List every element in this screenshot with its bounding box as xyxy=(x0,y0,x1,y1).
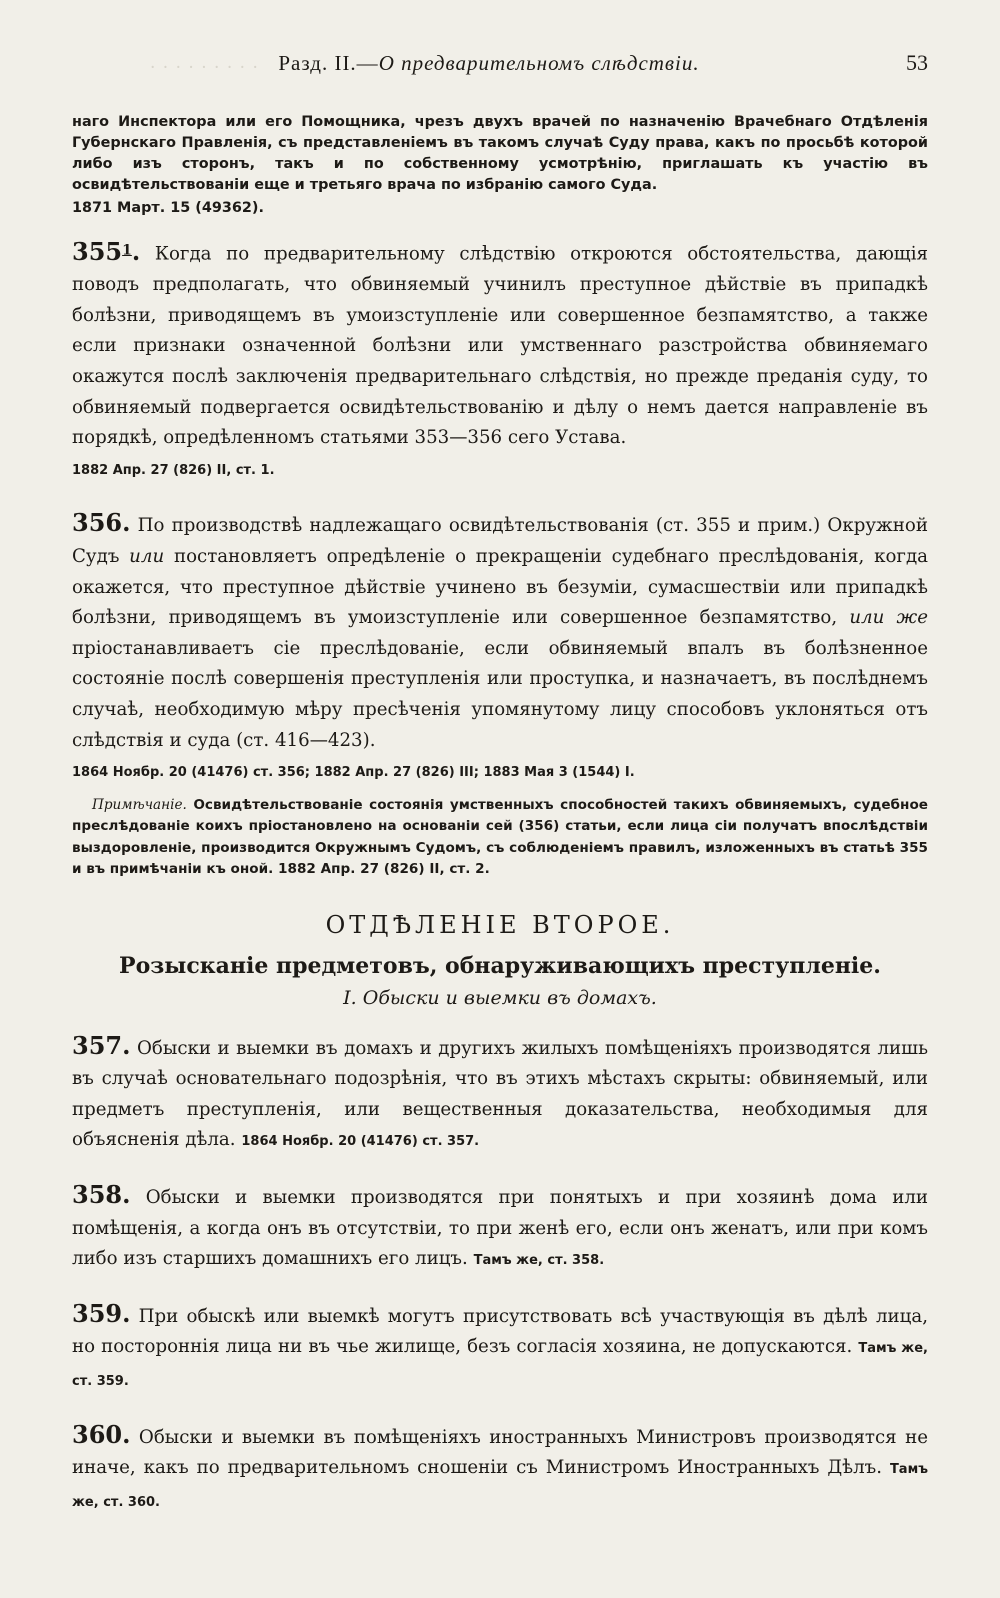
intro-paragraph xyxy=(72,112,928,219)
article-text: Обыски и выемки въ домахъ и другихъ жилыхъ помѣщеніяхъ производятся лишь въ случаѣ основательнаго подозрѣнія, что въ этихъ мѣстахъ скрыты: обвиняемый, или предметъ преступленія, или вещественныя доказательства, необходимыя для объясненія дѣла. xyxy=(72,1037,928,1151)
article-number: 358. xyxy=(72,1180,131,1210)
intro-ref: 1871 Март. 15 (49362). xyxy=(72,200,264,216)
article-text: Когда по предварительному слѣдствію откроются обстоятельства, дающія поводъ предполагать, что обвиняемый учинилъ преступное дѣйствіе въ припадкѣ болѣзни, приводящемъ въ умоизступленіе или совершенное безпамятство, а также если признаки означенной болѣзни или умственнаго разстройства обвиняемаго окажутся послѣ заключенія предварительнаго слѣдствія, но прежде преданія суду, то обвиняемый подвергается освидѣтельствованію и дѣлу о немъ дается направленіе въ порядкѣ, опредѣленномъ статьями 353—356 сего Устава. xyxy=(72,243,928,449)
article-ref: Тамъ же, ст. 358. xyxy=(473,1253,605,1269)
bleed-through-text: · · · · · · · · · xyxy=(150,58,259,78)
note-text: Освидѣтельствованіе состоянія умственныхъ способностей такихъ обвиняемыхъ, судебное преслѣдованіе коихъ пріостановлено на основаніи сей (356) статьи, если лица сіи получатъ впослѣдствіи выздоровленіе, производится Окружнымъ Судомъ, съ соблюденіемъ правилъ, изложенныхъ въ статьѣ 355 и въ примѣчаніи къ оной. 1882 Апр. 27 (826) II, ст. 2. xyxy=(72,796,928,878)
article-357 xyxy=(72,1031,928,1158)
article-358 xyxy=(72,1180,928,1277)
article-text: Обыски и выемки въ помѣщеніяхъ иностранныхъ Министровъ производятся не иначе, какъ по предварительномъ сношеніи съ Министромъ Иностранныхъ Дѣлъ. xyxy=(72,1426,928,1479)
article-italic-b: или же xyxy=(849,607,928,629)
article-ref: 1882 Апр. 27 (826) II, ст. 1. xyxy=(72,462,275,478)
article-text: Обыски и выемки производятся при понятыхъ и при хозяинѣ дома или помѣщенія, а когда онъ въ отсутствіи, то при женѣ его, если онъ женатъ, или при комъ либо изъ старшихъ домашнихъ его лицъ. xyxy=(72,1187,928,1270)
article-ref: Тамъ же, ст. 359. xyxy=(72,1341,928,1390)
article-355-1 xyxy=(72,235,928,486)
article-ref: 1864 Ноябр. 20 (41476) ст. 356; 1882 Апр. 27 (826) III; 1883 Мая 3 (1544) I. xyxy=(72,765,635,781)
note-label: Примѣчаніе. xyxy=(92,796,187,813)
running-head-title xyxy=(72,51,906,76)
chapter-heading: I. Обыски и выемки въ домахъ. xyxy=(343,986,657,1009)
article-356 xyxy=(72,508,928,788)
section-heading: ОТДѢЛЕНІЕ ВТОРОЕ. xyxy=(325,910,675,939)
article-number: 360. xyxy=(72,1419,131,1449)
note-356 xyxy=(72,795,928,881)
article-text-a: По производствѣ надлежащаго освидѣтельствованія (ст. 355 и прим.) Окружной Судъ xyxy=(72,515,928,567)
running-head-prefix: Разд. II.— xyxy=(278,51,379,75)
section-subtitle: Розысканіе предметовъ, обнаруживающихъ преступленіе. xyxy=(119,952,881,979)
page-number: 53 xyxy=(906,50,928,75)
article-number: 357. xyxy=(72,1030,131,1060)
article-number: 359. xyxy=(72,1298,131,1328)
intro-text: наго Инспектора или его Помощника, чрезъ двухъ врачей по назначенію Врачебнаго Отдѣленія Губернскаго Правленія, съ представленіемъ въ такомъ случаѣ Суду права, какъ по просьбѣ которой либо изъ сторонъ, такъ и по собственному усмотрѣнію, приглашать къ участію въ освидѣтельствованіи еще и третьяго врача по избранію самого Суда. xyxy=(72,114,928,193)
article-359 xyxy=(72,1299,928,1398)
page-body xyxy=(72,112,928,1518)
article-number: 356. xyxy=(72,508,131,538)
article-number-sup: 1 xyxy=(122,242,132,258)
article-text: При обыскѣ или выемкѣ могутъ присутствовать всѣ участвующія въ дѣлѣ лица, но постороннія лица ни въ чье жилище, безъ согласія хозяина, не допускаются. xyxy=(72,1305,928,1358)
running-head-italic: О предварительномъ слѣдствіи. xyxy=(378,51,700,75)
article-text-b: постановляетъ опредѣленіе о прекращеніи судебнаго преслѣдованія, когда окажется, что преступное дѣйствіе учинено въ безуміи, сумасшествіи или припадкѣ болѣзни, приводящемъ въ умоизступленіе или совершенное безпамятство, xyxy=(72,545,928,629)
article-360 xyxy=(72,1420,928,1519)
article-ref: 1864 Ноябр. 20 (41476) ст. 357. xyxy=(241,1134,480,1150)
article-italic-a: или xyxy=(129,545,165,567)
running-head xyxy=(72,50,928,82)
article-text-c: пріостанавливаетъ сіе преслѣдованіе, если обвиняемый впалъ въ болѣзненное состояніе послѣ совершенія преступленія или проступка, и назначаетъ, въ послѣднемъ случаѣ, необходимую мѣру пресѣченія упомянутому лицу способовъ уклоняться отъ слѣдствія и суда (ст. 416—423). xyxy=(72,637,928,751)
article-ref: Тамъ же, ст. 360. xyxy=(72,1462,928,1510)
article-number: $355^1$. xyxy=(72,236,141,266)
article-number-main: 355 xyxy=(72,236,123,266)
